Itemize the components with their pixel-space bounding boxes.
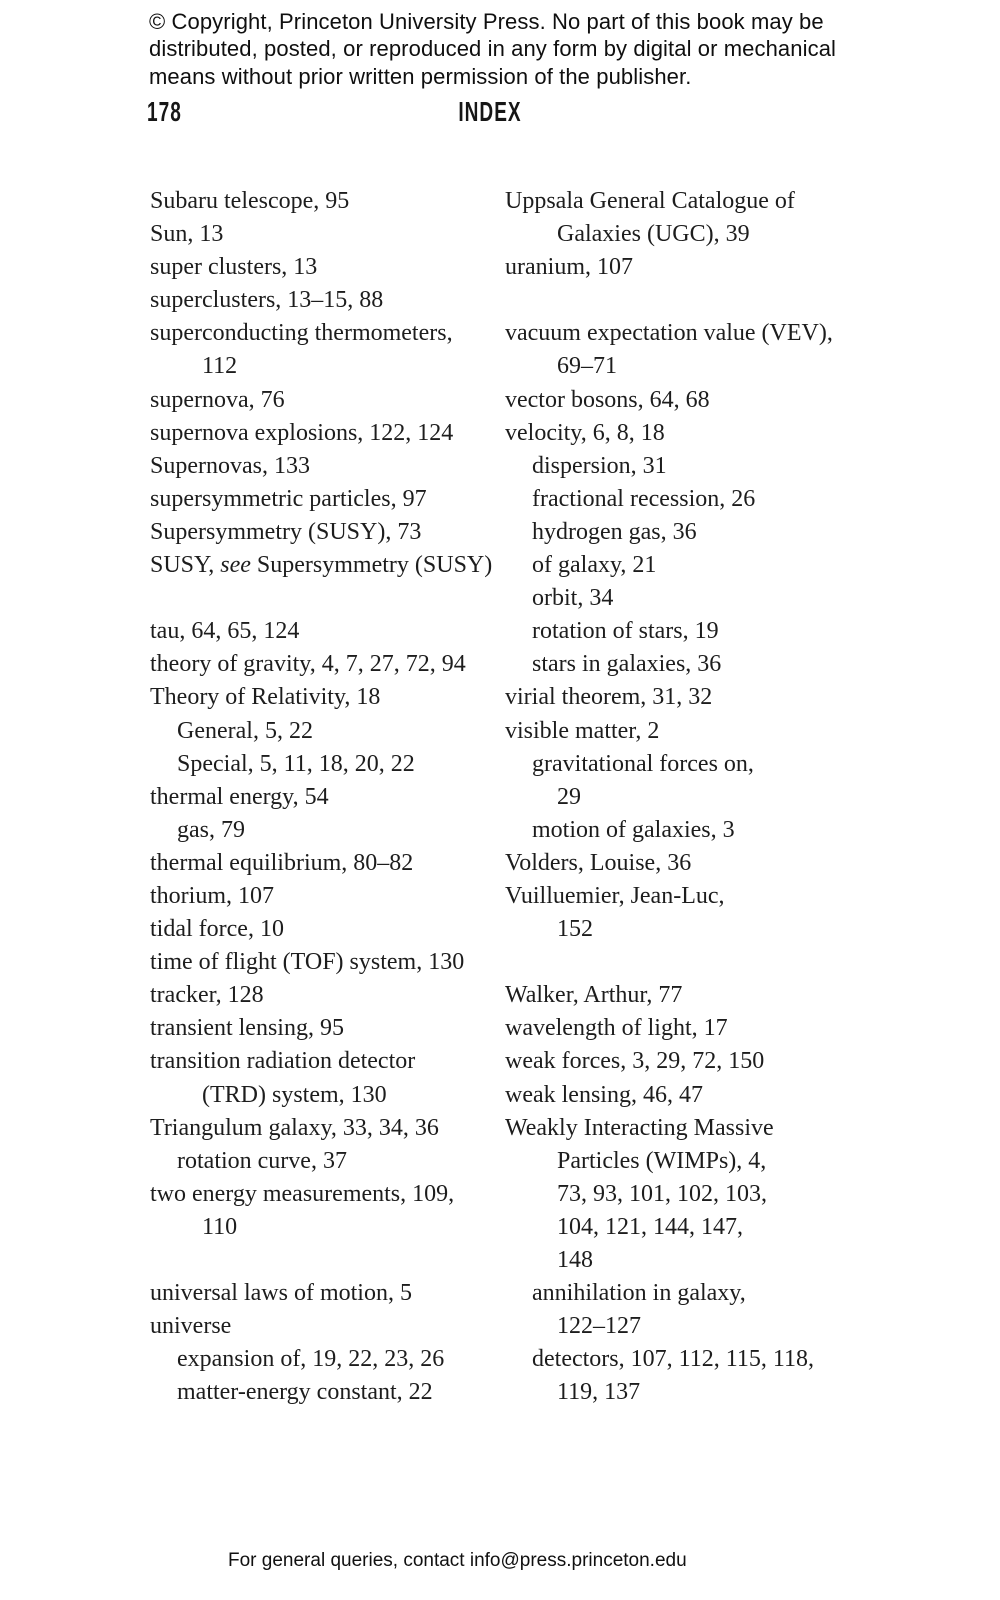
- index-entry-line: Special, 5, 11, 18, 20, 22: [177, 750, 415, 777]
- index-entry-line: 122–127: [557, 1313, 641, 1340]
- index-entry-line: weak forces, 3, 29, 72, 150: [505, 1048, 765, 1075]
- index-entry-line: 119, 137: [557, 1379, 641, 1406]
- index-entry-line: [150, 549, 495, 582]
- copyright-line: © Copyright, Princeton University Press. No part of this book may be: [149, 9, 824, 34]
- index-entry-line: wavelength of light, 17: [505, 1015, 728, 1042]
- index-entry-line: supersymmetric particles, 97: [150, 485, 427, 512]
- index-entry-line: transient lensing, 95: [150, 1015, 344, 1042]
- index-entry-line: orbit, 34: [532, 585, 614, 612]
- index-blank-line: [150, 582, 495, 615]
- index-entry-line: gas, 79: [177, 816, 245, 843]
- copyright-notice: [149, 8, 836, 90]
- index-entry-line: 148: [557, 1247, 593, 1273]
- index-entry-line: velocity, 6, 8, 18: [505, 419, 665, 446]
- index-entry-line: transition radiation detector: [150, 1048, 416, 1075]
- index-entry-line: 112: [202, 353, 238, 380]
- index-entry-line: Theory of Relativity, 18: [150, 684, 381, 711]
- index-entry-line: supernova, 76: [150, 386, 285, 413]
- index-entry-line: tracker, 128: [150, 982, 264, 1009]
- footer-contact-note: For general queries, contact info@press.princeton.edu: [228, 1550, 687, 1571]
- entry-text: SUSY,: [150, 552, 221, 579]
- index-entry-line: Walker, Arthur, 77: [505, 982, 683, 1009]
- index-entry-line: annihilation in galaxy,: [532, 1280, 746, 1307]
- index-entry-line: (TRD) system, 130: [202, 1081, 387, 1108]
- copyright-line: means without prior written permission of the publisher.: [149, 63, 692, 89]
- index-entry-line: rotation curve, 37: [177, 1147, 347, 1174]
- index-entry-line: dispersion, 31: [532, 452, 667, 479]
- index-entry-line: 104, 121, 144, 147,: [557, 1213, 743, 1240]
- index-entry-line: tidal force, 10: [150, 916, 284, 943]
- page-number: 178: [147, 96, 182, 127]
- index-blank-line: [505, 284, 890, 317]
- index-entry-line: Weakly Interacting Massive: [505, 1114, 774, 1141]
- index-entry-line: Supersymmetry (SUSY), 73: [150, 518, 422, 545]
- index-blank-line: [505, 946, 890, 979]
- index-entry-line: uranium, 107: [505, 254, 633, 281]
- index-entry-line: hydrogen gas, 36: [532, 518, 697, 545]
- index-entry-line: thermal energy, 54: [150, 783, 329, 810]
- index-entry-line: of galaxy, 21: [532, 552, 657, 579]
- index-entry-line: 110: [202, 1213, 238, 1240]
- index-entry-line: visible matter, 2: [505, 717, 660, 744]
- index-entry-line: vacuum expectation value (VEV),: [505, 320, 833, 347]
- index-entry-line: Triangulum galaxy, 33, 34, 36: [150, 1114, 439, 1141]
- index-entry-line: 73, 93, 101, 102, 103,: [557, 1180, 767, 1207]
- index-entry-line: Supernovas, 133: [150, 452, 310, 479]
- index-entry-line: thorium, 107: [150, 882, 274, 909]
- index-right-column: [505, 185, 890, 1409]
- index-entry-line: expansion of, 19, 22, 23, 26: [177, 1346, 445, 1373]
- index-entry-line: superconducting thermometers,: [150, 320, 453, 347]
- index-entry-line: thermal equilibrium, 80–82: [150, 849, 414, 876]
- index-entry-line: Subaru telescope, 95: [150, 188, 350, 214]
- index-entry-line: matter-energy constant, 22: [177, 1379, 433, 1406]
- index-entry-line: motion of galaxies, 3: [532, 816, 735, 843]
- index-entry-line: Particles (WIMPs), 4,: [557, 1147, 767, 1174]
- index-entry-line: gravitational forces on,: [532, 750, 754, 777]
- index-entry-line: two energy measurements, 109,: [150, 1180, 455, 1207]
- entry-text: Supersymmetry (SUSY): [250, 552, 493, 579]
- index-entry-line: superclusters, 13–15, 88: [150, 287, 384, 314]
- index-entry-line: virial theorem, 31, 32: [505, 684, 713, 711]
- index-entry-line: 29: [557, 783, 581, 810]
- index-entry-line: theory of gravity, 4, 7, 27, 72, 94: [150, 651, 466, 678]
- page-title: INDEX: [458, 96, 522, 127]
- index-entry-line: Volders, Louise, 36: [505, 849, 692, 876]
- index-entry-line: time of flight (TOF) system, 130: [150, 949, 465, 976]
- index-entry-line: weak lensing, 46, 47: [505, 1081, 703, 1108]
- index-entry-line: vector bosons, 64, 68: [505, 386, 710, 413]
- copyright-line: distributed, posted, or reproduced in any form by digital or mechanical: [149, 36, 837, 62]
- index-entry-line: 69–71: [557, 353, 617, 380]
- index-entry-line: detectors, 107, 112, 115, 118,: [532, 1346, 814, 1373]
- index-left-column: [150, 185, 495, 1409]
- index-entry-line: Galaxies (UGC), 39: [557, 221, 750, 248]
- see-cross-reference: see: [220, 552, 251, 579]
- index-entry-line: Uppsala General Catalogue of: [505, 188, 795, 214]
- index-entry-line: Sun, 13: [150, 221, 224, 248]
- index-entry-line: Vuilluemier, Jean-Luc,: [505, 882, 725, 909]
- index-entry-line: stars in galaxies, 36: [532, 651, 722, 678]
- index-entry-line: universal laws of motion, 5: [150, 1280, 412, 1307]
- index-entry-line: General, 5, 22: [177, 717, 313, 744]
- index-entry-line: 152: [557, 916, 593, 943]
- index-entry-line: super clusters, 13: [150, 254, 318, 281]
- index-entry-line: supernova explosions, 122, 124: [150, 419, 454, 446]
- index-blank-line: [150, 1244, 495, 1277]
- index-entry-line: rotation of stars, 19: [532, 618, 719, 645]
- index-entry-line: tau, 64, 65, 124: [150, 618, 300, 645]
- index-entry-line: fractional recession, 26: [532, 485, 756, 512]
- index-entry-line: universe: [150, 1313, 232, 1340]
